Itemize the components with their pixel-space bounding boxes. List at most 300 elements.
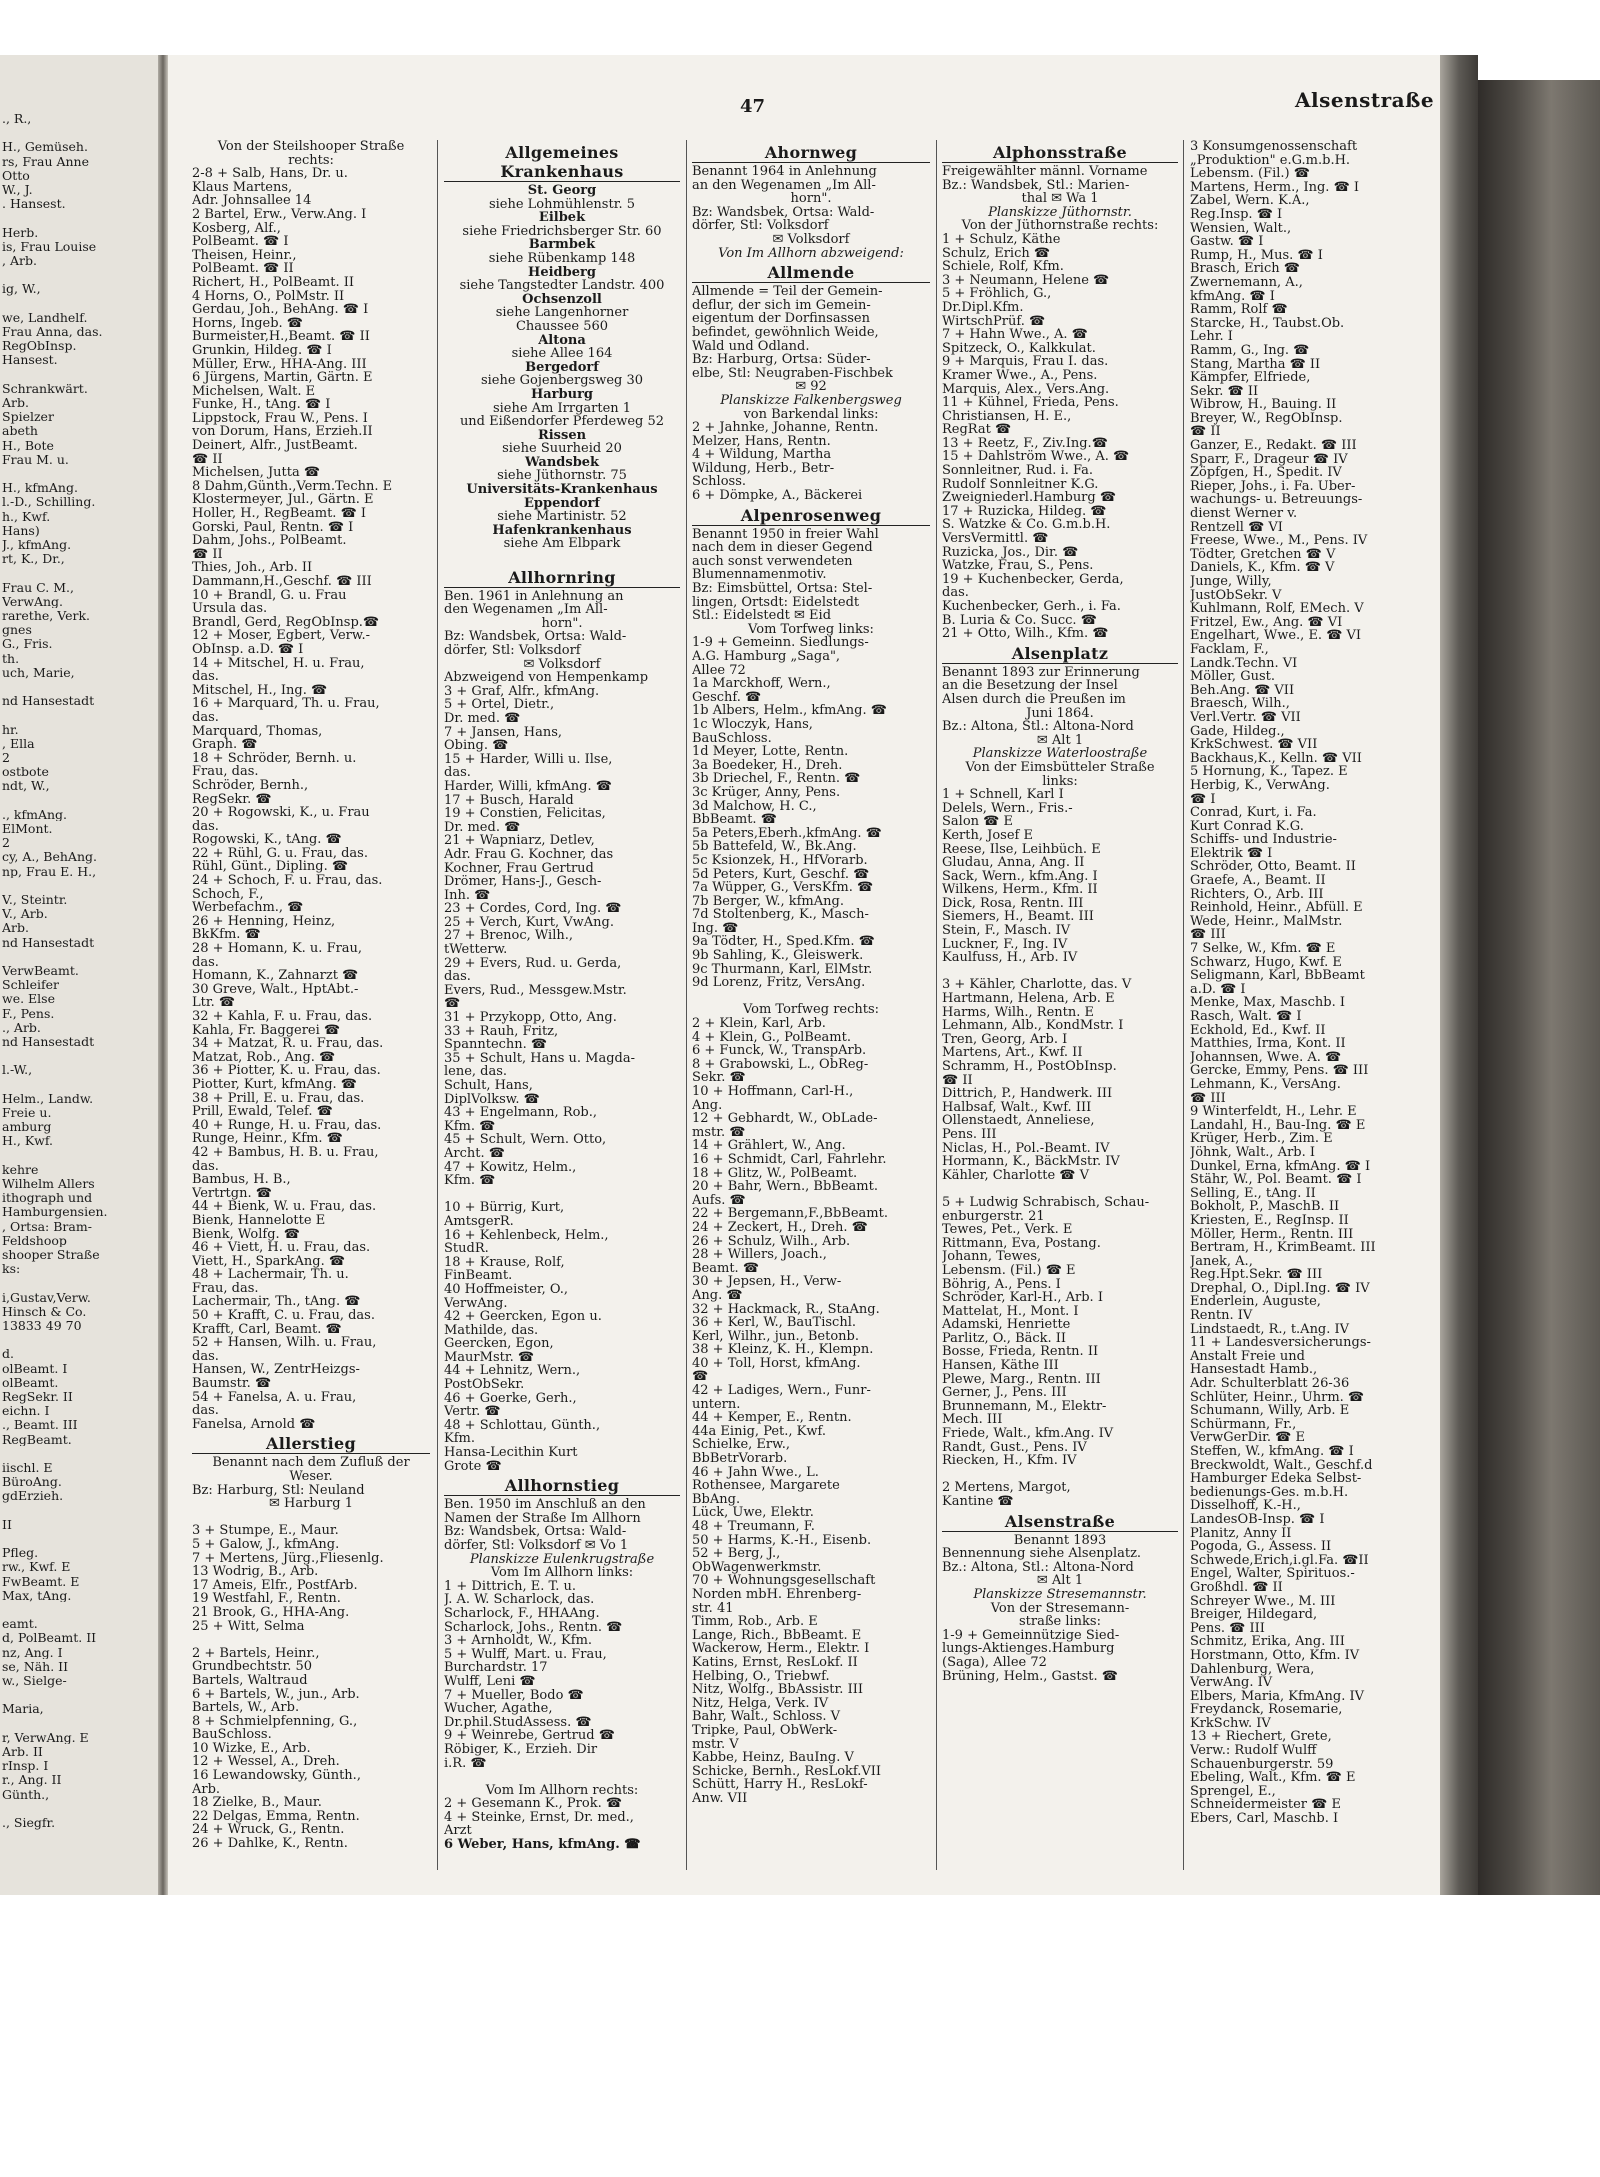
section-note: thal ✉ Wa 1 xyxy=(1021,192,1099,206)
directory-entry: 6 + Funck, W., TranspArb. xyxy=(692,1044,867,1058)
directory-entry: Kerl, Wilhr., jun., Betonb. xyxy=(692,1329,859,1344)
directory-entry: 10 + Bürrig, Kurt, xyxy=(444,1201,565,1215)
directory-entry: MaurMstr. ☎ xyxy=(444,1350,535,1365)
directory-entry: BkKfm. ☎ xyxy=(192,928,261,943)
directory-entry: Braesch, Wilh., xyxy=(1190,697,1290,711)
adjacent-page-line: ., kfmAng. xyxy=(2,808,68,822)
section-note: Heidberg xyxy=(528,265,596,280)
directory-entry: KrkSchw. IV xyxy=(1190,1716,1271,1731)
adjacent-page-line: H., Gemüseh. xyxy=(2,141,88,154)
directory-entry: Elektrik ☎ I xyxy=(1190,846,1273,861)
directory-entry: Hansen, W., ZentrHeizgs- xyxy=(192,1363,360,1378)
directory-entry: Rentzell ☎ VI xyxy=(1190,520,1283,535)
directory-entry: Verw.: Rudolf Wulff xyxy=(1190,1744,1317,1758)
directory-entry: Rothensee, Margarete xyxy=(692,1479,840,1493)
directory-entry: Adr. Johnsallee 14 xyxy=(192,194,312,208)
section-note: ✉ Harburg 1 xyxy=(269,1497,353,1511)
directory-entry: Inh. ☎ xyxy=(444,888,491,903)
adjacent-page-line: Frau C. M., xyxy=(2,581,74,595)
directory-entry: Seligmann, Karl, BbBeamt xyxy=(1190,969,1365,983)
directory-entry: WirtschPrüf. ☎ xyxy=(942,314,1046,329)
section-note: rechts: xyxy=(288,153,334,168)
directory-entry: Rump, H., Mus. ☎ I xyxy=(1190,248,1323,263)
adjacent-page-line: is, Frau Louise xyxy=(2,240,97,254)
directory-entry: 46 + Goerke, Gerh., xyxy=(444,1391,577,1406)
directory-entry: Ruzicka, Jos., Dir. ☎ xyxy=(942,545,1079,560)
adjacent-page-line: eamt. xyxy=(2,1618,38,1631)
directory-entry: das. xyxy=(192,710,219,725)
directory-entry: wachungs- u. Betreuungs- xyxy=(1190,493,1363,508)
directory-entry: 38 + Prill, E. u. Frau, das. xyxy=(192,1091,365,1106)
directory-entry: Breiger, Hildegard, xyxy=(1190,1608,1318,1622)
directory-entry: Parlitz, O., Bäck. II xyxy=(942,1331,1067,1346)
directory-entry: BauSchloss. xyxy=(692,731,772,746)
directory-entry: Enderlein, Auguste, xyxy=(1190,1295,1321,1310)
street-heading: Allmende xyxy=(692,263,930,283)
column-5 xyxy=(1190,140,1435,1880)
directory-entry: 5 + Ortel, Dietr., xyxy=(444,698,555,712)
directory-entry: Harms, Wilh., Rentn. E xyxy=(942,1005,1094,1020)
directory-entry: 1 + Schulz, Käthe xyxy=(942,232,1061,247)
directory-entry: Brandl, Gerd, RegObInsp.☎ xyxy=(192,615,380,630)
directory-entry: Holler, H., RegBeamt. ☎ I xyxy=(192,507,367,521)
directory-entry: Reg.Insp. ☎ I xyxy=(1190,207,1283,222)
street-heading: Ahornweg xyxy=(692,143,930,163)
directory-entry: Sprengel, E., xyxy=(1190,1784,1276,1799)
directory-entry: Facklam, F., xyxy=(1190,642,1269,657)
directory-entry: Freigewählter männl. Vorname xyxy=(942,165,1148,179)
directory-entry: an die Besetzung der Insel xyxy=(942,679,1118,693)
directory-entry: PolBeamt. ☎ I xyxy=(192,235,289,249)
directory-entry: dörfer, Stl: Volksdorf ✉ Vo 1 xyxy=(444,1539,629,1553)
directory-entry: Tödter, Gretchen ☎ V xyxy=(1190,547,1336,562)
directory-entry: 34 + Matzat, R. u. Frau, das. xyxy=(192,1037,384,1051)
adjacent-page-line: 13833 49 70 xyxy=(2,1320,82,1333)
directory-entry: Tripke, Paul, ObWerk- xyxy=(692,1723,838,1738)
directory-entry: Pens. III xyxy=(942,1127,997,1142)
directory-entry: Fanelsa, Arnold ☎ xyxy=(192,1417,316,1432)
directory-entry: Schielke, Erw., xyxy=(692,1438,790,1453)
directory-entry: 48 + Treumann, F. xyxy=(692,1520,815,1534)
directory-entry: Zöpfgen, H., Spedit. IV xyxy=(1190,466,1342,480)
adjacent-page-line: kehre xyxy=(2,1163,39,1177)
directory-entry: Norden mbH. Ehrenberg- xyxy=(692,1587,862,1602)
directory-entry: deflur, der sich im Gemein- xyxy=(692,298,871,313)
directory-entry: Mathilde, das. xyxy=(444,1323,539,1338)
section-note: Vom Torfweg rechts: xyxy=(742,1003,880,1018)
directory-entry: Obing. ☎ xyxy=(444,739,509,753)
directory-entry: 21 + Otto, Wilh., Kfm. ☎ xyxy=(942,627,1109,641)
directory-entry: VerwAng. IV xyxy=(1190,1676,1273,1690)
directory-entry: VerwGerDir. ☎ E xyxy=(1190,1431,1305,1445)
directory-entry: Freese, Wwe., M., Pens. IV xyxy=(1190,534,1368,548)
directory-entry: 5d Peters, Kurt, Geschf. ☎ xyxy=(692,867,870,882)
directory-entry: 40 + Runge, H. u. Frau, das. xyxy=(192,1118,382,1133)
directory-entry xyxy=(444,1188,680,1202)
directory-entry: 11 + Kühnel, Frieda, Pens. xyxy=(942,396,1119,410)
directory-entry: Eckhold, Ed., Kwf. II xyxy=(1190,1023,1326,1038)
directory-entry: Spanntechn. ☎ xyxy=(444,1038,548,1052)
directory-entry: Marquis, Alex., Vers.Ang. xyxy=(942,382,1110,397)
directory-entry: 48 + Schlottau, Günth., xyxy=(444,1418,601,1433)
directory-entry: 3d Malchow, H. C., xyxy=(692,799,817,814)
adjacent-page-line: d, PolBeamt. II xyxy=(2,1632,97,1645)
directory-entry: Schumann, Willy, Arb. E xyxy=(1190,1404,1350,1418)
directory-entry: 47 + Kowitz, Helm., xyxy=(444,1160,577,1175)
directory-entry: 5 Hornung, K., Tapez. E xyxy=(1190,765,1348,779)
directory-entry: Nitz, Wolfg., BbAssistr. III xyxy=(692,1683,863,1697)
adjacent-page-line: H., Kwf. xyxy=(2,1135,54,1148)
adjacent-page-line: ks: xyxy=(2,1263,21,1276)
directory-entry: Frau, das. xyxy=(192,1281,259,1296)
section-note: Vom Im Allhorn rechts: xyxy=(485,1783,639,1798)
directory-entry: 3 + Neumann, Helene ☎ xyxy=(942,273,1110,288)
directory-entry: kfmAng. ☎ I xyxy=(1190,289,1275,304)
directory-entry: ☎ I xyxy=(1190,792,1216,807)
directory-entry: Salon ☎ E xyxy=(942,815,1013,829)
directory-entry: 3 + Arnholdt, W., Kfm. xyxy=(444,1634,593,1648)
directory-entry: 2 Bartel, Erw., Verw.Ang. I xyxy=(192,207,367,222)
directory-entry: Zweigniederl.Hamburg ☎ xyxy=(942,491,1117,505)
directory-entry: Runge, Heinr., Kfm. ☎ xyxy=(192,1132,343,1146)
adjacent-page-line: we, Landhelf. xyxy=(2,311,88,325)
directory-entry: Bahr, Walt., Schloss. V xyxy=(692,1710,841,1724)
adjacent-page-line: VerwAng. xyxy=(2,595,64,609)
directory-entry: B. Luria & Co. Succ. ☎ xyxy=(942,613,1097,628)
section-note: Ochsenzoll xyxy=(522,292,602,307)
page-number: 47 xyxy=(740,96,766,117)
directory-entry: 5a Peters,Eberh.,kfmAng. ☎ xyxy=(692,826,882,841)
directory-entry: Ben. 1961 in Anlehnung an xyxy=(444,589,624,604)
directory-entry: Freydanck, Rosemarie, xyxy=(1190,1703,1343,1717)
directory-entry: 3 + Stumpe, E., Maur. xyxy=(192,1524,339,1538)
directory-entry: das. xyxy=(192,955,219,970)
directory-entry: Sekr. ☎ xyxy=(692,1071,746,1085)
directory-entry: Geschf. ☎ xyxy=(692,690,762,705)
directory-entry: Junge, Willy, xyxy=(1190,575,1272,589)
directory-entry: Schicke, Bernh., ResLokf.VII xyxy=(692,1764,882,1779)
directory-entry: i.R. ☎ xyxy=(444,1756,487,1771)
section-note: siehe Rübenkamp 148 xyxy=(488,251,636,266)
directory-entry: Ben. 1950 im Anschluß an den xyxy=(444,1498,646,1512)
directory-entry: Bosse, Frieda, Rentn. II xyxy=(942,1345,1099,1360)
directory-entry: 12 + Moser, Egbert, Verw.- xyxy=(192,629,370,643)
directory-entry: Matzat, Rob., Ang. ☎ xyxy=(192,1050,336,1065)
directory-entry: Bienk, Wolfg. ☎ xyxy=(192,1227,300,1242)
directory-entry: 12 + Gebhardt, W., ObLade- xyxy=(692,1112,878,1126)
adjacent-page-line: F., Pens. xyxy=(2,1007,55,1021)
directory-entry: 9 + Marquis, Frau I. das. xyxy=(942,355,1109,369)
directory-entry xyxy=(692,990,930,1004)
directory-entry: Rühl, Günt., Dipling. ☎ xyxy=(192,860,349,875)
directory-entry: untern. xyxy=(692,1397,741,1412)
section-note: ✉ Volksdorf xyxy=(772,232,850,247)
directory-entry: 19 Westfahl, F., Rentn. xyxy=(192,1592,341,1606)
directory-entry: Klostermeyer, Jul., Gärtn. E xyxy=(192,493,374,508)
directory-entry: Riecken, H., Kfm. IV xyxy=(942,1454,1077,1468)
directory-entry: ☎ III xyxy=(1190,1091,1226,1106)
directory-entry: BauSchloss. xyxy=(192,1728,272,1742)
directory-entry: Bz: Harburg, Ortsa: Süder- xyxy=(692,353,871,367)
column-1 xyxy=(192,140,430,1880)
directory-entry: 17 Ameis, Elfr., PostfArb. xyxy=(192,1578,358,1593)
directory-entry: Drephal, O., Dipl.Ing. ☎ IV xyxy=(1190,1281,1370,1296)
directory-entry: 19 + Kuchenbecker, Gerda, xyxy=(942,572,1124,587)
directory-entry: Schröder, Otto, Beamt. II xyxy=(1190,860,1356,875)
directory-entry: Zwernemann, A., xyxy=(1190,275,1303,290)
directory-entry: 3b Driechel, F., Rentn. ☎ xyxy=(692,772,861,786)
directory-entry: 27 + Brenoc, Wilh., xyxy=(444,929,573,944)
directory-entry: 18 + Schröder, Bernh. u. xyxy=(192,751,357,766)
directory-entry: Michelsen, Walt. E xyxy=(192,384,316,399)
directory-entry: 25 + Witt, Selma xyxy=(192,1619,305,1634)
directory-entry: 30 Greve, Walt., HptAbt.- xyxy=(192,982,359,997)
directory-entry: Dr.phil.StudAssess. ☎ xyxy=(444,1715,592,1730)
directory-entry: Dittrich, P., Handwerk. III xyxy=(942,1087,1113,1101)
directory-entry: Lück, Uwe, Elektr. xyxy=(692,1506,814,1520)
directory-entry: Kochner, Frau Gertrud xyxy=(444,861,594,876)
adjacent-page-line: RegSekr. II xyxy=(2,1391,73,1404)
directory-entry: Kahla, Fr. Baggerei ☎ xyxy=(192,1023,341,1038)
directory-entry: 7 Selke, W., Kfm. ☎ E xyxy=(1190,942,1336,956)
directory-entry: 16 Lewandowsky, Günth., xyxy=(192,1769,361,1783)
directory-entry: 44 + Lehnitz, Wern., xyxy=(444,1364,581,1379)
section-note: Hafenkrankenhaus xyxy=(492,523,632,538)
directory-entry: Hansa-Lecithin Kurt xyxy=(444,1446,578,1460)
directory-entry: Ang. xyxy=(692,1098,723,1113)
section-note: Chaussee 560 xyxy=(515,319,609,334)
directory-entry: Grundbechtstr. 50 xyxy=(192,1660,313,1674)
directory-entry: 6 Weber, Hans, kfmAng. ☎ xyxy=(444,1838,641,1852)
directory-entry: 2-8 + Salb, Hans, Dr. u. xyxy=(192,167,348,181)
directory-entry: Johannsen, Wwe. A. ☎ xyxy=(1190,1050,1342,1065)
directory-entry: Randt, Gust., Pens. IV xyxy=(942,1440,1087,1455)
adjacent-page-line: Arb. II xyxy=(2,1746,43,1759)
directory-entry: 54 + Fanelsa, A. u. Frau, xyxy=(192,1390,357,1405)
directory-entry: Melzer, Hans, Rentn. xyxy=(692,434,831,449)
directory-entry: 5 + Wulff, Mart. u. Frau, xyxy=(444,1647,607,1662)
adjacent-page-line: rarethe, Verk. xyxy=(2,610,91,623)
directory-entry: 2 + Jahnke, Johanne, Rentn. xyxy=(692,421,879,435)
adjacent-page-line: II xyxy=(2,1518,12,1532)
directory-entry: 3a Boedeker, H., Dreh. xyxy=(692,758,843,773)
directory-entry: Nitz, Helga, Verk. IV xyxy=(692,1696,829,1711)
directory-entry: Arb. xyxy=(192,1782,221,1797)
section-note: Benannt nach dem Zufluß der xyxy=(212,1456,410,1470)
directory-entry: 1c Wloczyk, Hans, xyxy=(692,717,813,732)
column-divider xyxy=(437,140,438,1870)
adjacent-page-line: H., Bote xyxy=(2,439,54,453)
directory-entry: 20 + Bahr, Wern., BbBeamt. xyxy=(692,1180,878,1194)
directory-entry: 22 + Bergemann,F.,BbBeamt. xyxy=(692,1207,888,1221)
section-note: Von der Eimsbütteler Straße xyxy=(965,760,1155,775)
directory-entry: 4 + Wildung, Martha xyxy=(692,448,832,462)
directory-entry: Kfm. ☎ xyxy=(444,1119,496,1134)
street-heading: Allgemeines Krankenhaus xyxy=(444,143,680,182)
directory-entry: PolBeamt. ☎ II xyxy=(192,262,294,276)
directory-entry: lene, das. xyxy=(444,1065,508,1079)
directory-entry: Starcke, H., Taubst.Ob. xyxy=(1190,316,1345,331)
section-note: horn". xyxy=(790,192,832,206)
adjacent-page-line: Schrankwärt. xyxy=(2,382,88,396)
adjacent-page-line: hr. xyxy=(2,723,19,737)
directory-entry xyxy=(444,551,680,565)
section-note: siehe Martinistr. 52 xyxy=(497,510,627,524)
adjacent-page-line: Helm., Landw. xyxy=(2,1092,94,1106)
adjacent-page-strip xyxy=(0,55,165,1895)
directory-entry: Wede, Heinr., MalMstr. xyxy=(1190,914,1343,929)
directory-entry: Matthies, Irma, Kont. II xyxy=(1190,1037,1346,1051)
directory-entry: (Saga), Allee 72 xyxy=(942,1655,1047,1670)
directory-entry: Allmende = Teil der Gemein- xyxy=(692,285,883,299)
directory-entry: 31 + Przykopp, Otto, Ang. xyxy=(444,1011,617,1025)
directory-entry: 32 + Kahla, F. u. Frau, das. xyxy=(192,1010,373,1024)
section-note: siehe Am Elbpark xyxy=(503,537,621,552)
directory-entry: Kämpfer, Elfriede, xyxy=(1190,371,1311,385)
directory-entry: Röbiger, K., Erzieh. Dir xyxy=(444,1742,598,1757)
directory-entry: 13 + Reetz, F., Ziv.Ing.☎ xyxy=(942,436,1108,451)
adjacent-page-line: np, Frau E. H., xyxy=(2,865,97,879)
directory-entry: Mech. III xyxy=(942,1413,1003,1428)
directory-entry: AmtsgerR. xyxy=(444,1214,514,1229)
directory-entry: Schiele, Rolf, Kfm. xyxy=(942,260,1064,274)
directory-entry: Gerner, J., Pens. III xyxy=(942,1386,1067,1400)
directory-entry: das. xyxy=(192,1404,219,1418)
directory-entry: Hormann, K., BäckMstr. IV xyxy=(942,1155,1120,1169)
directory-entry: Mitschel, H., Ing. ☎ xyxy=(192,683,328,698)
directory-entry: Werbefachm., ☎ xyxy=(192,901,304,915)
section-note: siehe Langenhorner xyxy=(495,306,629,320)
directory-entry: Mattelat, H., Mont. I xyxy=(942,1304,1079,1319)
directory-entry: VerwAng. xyxy=(444,1296,508,1311)
directory-entry: Lange, Rich., BbBeamt. E xyxy=(692,1628,862,1643)
street-heading: Alsenplatz xyxy=(942,644,1178,664)
directory-entry: Rudolf Sonnleitner K.G. xyxy=(942,477,1099,492)
directory-entry: Baumstr. ☎ xyxy=(192,1377,272,1391)
directory-entry: Arzt xyxy=(444,1824,472,1839)
directory-entry: Ltr. ☎ xyxy=(192,996,236,1010)
page-gutter xyxy=(158,55,168,1895)
directory-entry: Schauenburgerstr. 59 xyxy=(1190,1757,1334,1772)
directory-entry: Schürmann, Fr., xyxy=(1190,1417,1297,1432)
directory-entry: 17 + Busch, Harald xyxy=(444,793,574,808)
directory-entry: bedienungs-Ges. m.b.H. xyxy=(1190,1485,1349,1500)
adjacent-page-line: G., Fris. xyxy=(2,638,53,651)
directory-entry: Rentn. IV xyxy=(1190,1309,1253,1323)
directory-entry: DiplVolksw. ☎ xyxy=(444,1092,540,1107)
directory-entry: Stein, F., Masch. IV xyxy=(942,924,1071,938)
directory-entry: 1d Meyer, Lotte, Rentn. xyxy=(692,745,849,759)
adjacent-page-line: Arb. xyxy=(2,397,29,410)
directory-entry: 48 + Lachermair, Th. u. xyxy=(192,1268,349,1282)
directory-entry: 22 + Rühl, G. u. Frau, das. xyxy=(192,846,368,861)
directory-entry xyxy=(942,1468,1178,1482)
directory-entry: ☎ II xyxy=(192,452,223,467)
directory-entry: Frau, das. xyxy=(192,765,259,779)
directory-entry: Burmeister,H.,Beamt. ☎ II xyxy=(192,330,370,344)
section-note: Vom Im Allhorn links: xyxy=(490,1566,634,1580)
directory-entry: Rogowski, K., tAng. ☎ xyxy=(192,833,342,847)
directory-entry: 4 + Steinke, Ernst, Dr. med., xyxy=(444,1810,634,1825)
adjacent-page-line: l.-W., xyxy=(2,1064,33,1077)
adjacent-page-line: 2 xyxy=(2,837,10,850)
adjacent-page-line: gdErzieh. xyxy=(2,1490,64,1503)
directory-entry: Scharlock, F., HHAAng. xyxy=(444,1606,600,1621)
section-note: Wandsbek xyxy=(524,455,600,470)
directory-entry: eigentum der Dorfinsassen xyxy=(692,312,870,326)
directory-entry: 3 + Graf, Alfr., kfmAng. xyxy=(444,684,600,699)
directory-entry: Dick, Rosa, Rentn. III xyxy=(942,896,1084,911)
directory-entry: Schröder, Karl-H., Arb. I xyxy=(942,1291,1103,1305)
directory-entry: das. xyxy=(444,766,471,780)
directory-entry: Gercke, Emmy, Pens. ☎ III xyxy=(1190,1064,1369,1078)
directory-entry: 36 + Kerl, W., BauTischl. xyxy=(692,1316,856,1330)
adjacent-page-line: Spielzer xyxy=(2,411,54,424)
directory-entry: 3 + Kähler, Charlotte, das. V xyxy=(942,978,1132,993)
directory-entry: 21 Brook, G., HHA-Ang. xyxy=(192,1605,350,1620)
column-divider xyxy=(1183,140,1184,1870)
running-head: Alsenstraße xyxy=(1295,88,1435,112)
adjacent-page-line: th. xyxy=(2,652,20,666)
directory-entry: Lebensm. (Fil.) ☎ E xyxy=(942,1263,1076,1278)
directory-entry: 18 + Krause, Rolf, xyxy=(444,1255,565,1270)
adjacent-page-line: amburg xyxy=(2,1121,52,1134)
directory-entry: Namen der Straße Im Allhorn xyxy=(444,1511,641,1526)
directory-entry: Ollenstaedt, Anneliese, xyxy=(942,1114,1095,1128)
directory-entry: Homann, K., Zahnarzt ☎ xyxy=(192,969,359,983)
directory-entry: das. xyxy=(192,670,219,684)
directory-entry: Rieper, Johs., i. Fa. Über- xyxy=(1190,479,1356,494)
directory-entry: Kaulfuss, H., Arb. IV xyxy=(942,951,1078,965)
section-note: St. Georg xyxy=(527,184,597,198)
directory-entry: 18 + Glitz, W., PolBeamt. xyxy=(692,1166,858,1181)
directory-entry: 8 + Grabowski, L., ObReg- xyxy=(692,1057,869,1072)
adjacent-page-line: , Ortsa: Bram- xyxy=(2,1220,92,1234)
adjacent-page-line: , Arb. xyxy=(2,255,37,268)
section-note: siehe Allee 164 xyxy=(511,347,613,361)
directory-entry: 16 + Schmidt, Carl, Fahrlehr. xyxy=(692,1152,887,1167)
directory-entry: Dr. med. ☎ xyxy=(444,711,521,726)
directory-entry: Möller, Gust. xyxy=(1190,670,1275,684)
directory-entry: Wilkens, Herm., Kfm. II xyxy=(942,883,1098,897)
directory-entry: Christiansen, H. E., xyxy=(942,409,1072,424)
adjacent-page-line: Hans) xyxy=(2,524,40,538)
directory-entry: Ramm, Rolf ☎ xyxy=(1190,303,1288,317)
directory-entry: Selling, E., tAng. II xyxy=(1190,1186,1316,1201)
directory-entry: Kerth, Josef E xyxy=(942,828,1033,843)
directory-entry: Kriesten, E., RegInsp. II xyxy=(1190,1213,1349,1228)
directory-entry: 16 + Kehlenbeck, Helm., xyxy=(444,1228,609,1243)
directory-entry: 7 + Jansen, Hans, xyxy=(444,725,563,740)
section-note: Eppendorf xyxy=(523,496,600,511)
directory-entry: 42 + Bambus, H. B. u. Frau, xyxy=(192,1145,379,1160)
directory-entry: 13 + Riechert, Grete, xyxy=(1190,1730,1332,1745)
adjacent-page-line: Herb. xyxy=(2,226,39,240)
directory-entry: 5 + Ludwig Schrabisch, Schau- xyxy=(942,1195,1150,1210)
directory-entry: 9d Lorenz, Fritz, VersAng. xyxy=(692,976,866,990)
directory-entry: Stl.: Eidelstedt ✉ Eid xyxy=(692,609,832,623)
directory-entry: Grunkin, Hildeg. ☎ I xyxy=(192,343,332,358)
section-note: Weser. xyxy=(289,1470,333,1484)
section-note: Juni 1864. xyxy=(1026,706,1094,721)
directory-entry: Steffen, W., kfmAng. ☎ I xyxy=(1190,1445,1354,1459)
adjacent-page-line: h., Kwf. xyxy=(2,510,51,524)
directory-entry: Theisen, Heinr., xyxy=(192,248,297,263)
section-note: Planskizze Jüthornstr. xyxy=(988,205,1132,220)
section-note: Bergedorf xyxy=(525,360,599,375)
adjacent-page-line: VerwBeamt. xyxy=(2,965,79,978)
adjacent-page-line: uch, Marie, xyxy=(2,666,75,680)
